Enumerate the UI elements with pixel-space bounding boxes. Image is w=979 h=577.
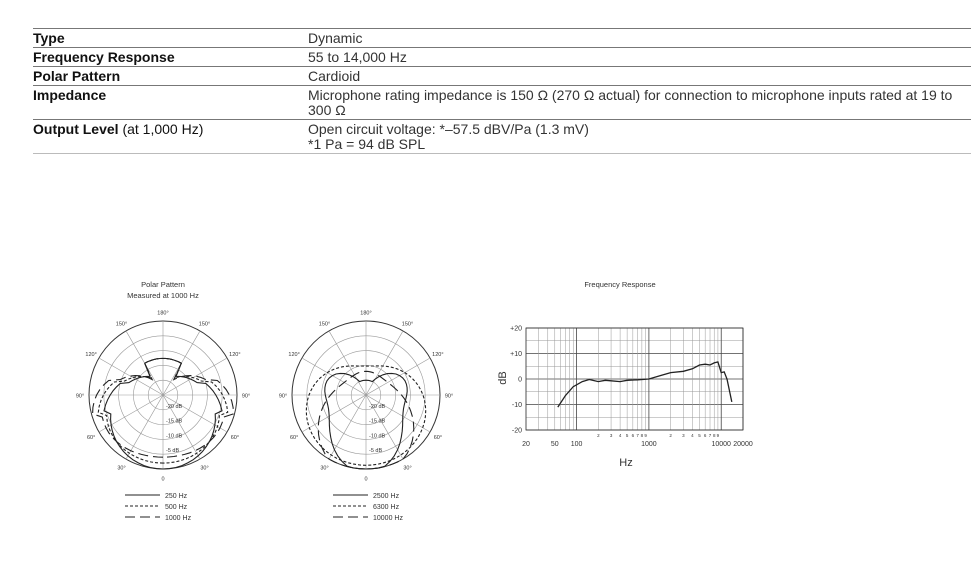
polar-angle-label: 90° xyxy=(241,393,251,400)
polar-angle-label: 120° xyxy=(85,352,97,358)
spec-key: Impedance xyxy=(33,87,107,103)
spec-key: Frequency Response xyxy=(33,49,175,65)
spec-value: Cardioid xyxy=(308,68,361,84)
x-minor-tick-label: 9 xyxy=(716,433,720,438)
spec-key-suffix: (at 1,000 Hz) xyxy=(122,121,204,137)
polar-ring-label: -10 dB xyxy=(369,433,386,440)
polar-angle-label: 150° xyxy=(198,321,211,328)
x-minor-tick-label: 3 xyxy=(609,433,613,438)
spec-value: 55 to 14,000 Hz xyxy=(308,49,407,65)
polar-grid xyxy=(279,311,453,483)
x-minor-tick-label: 5 xyxy=(698,433,701,438)
polar-ring-label: -15 dB xyxy=(166,418,183,425)
polar-legend xyxy=(125,493,192,522)
polar-angle-label: 0 xyxy=(161,476,165,483)
polar-angle-label: 150° xyxy=(401,321,414,328)
response-line xyxy=(558,362,732,407)
x-tick-label: 20 xyxy=(522,441,530,448)
polar-plot-left xyxy=(70,275,270,535)
polar-angle-label: 60° xyxy=(86,435,96,441)
x-minor-tick-label: 4 xyxy=(691,433,694,438)
spec-row-polar-pattern xyxy=(33,67,971,86)
polar-angle-label: 90° xyxy=(278,393,288,400)
x-minor-tick-label: 4 xyxy=(618,433,622,438)
x-minor-tick-label: 9 xyxy=(644,433,647,438)
polar-plot-right xyxy=(273,275,473,535)
polar-angle-label: 180° xyxy=(157,310,169,317)
spec-row-impedance xyxy=(33,86,971,120)
x-minor-tick-label: 2 xyxy=(597,433,600,438)
legend-label: 250 Hz xyxy=(165,493,188,500)
x-tick-label: 10000 xyxy=(711,441,731,448)
polar-ring-label: -20 dB xyxy=(369,403,386,410)
y-tick-label: -20 xyxy=(511,427,522,435)
polar-angle-label: 60° xyxy=(433,435,443,441)
x-minor-tick-label: 3 xyxy=(682,433,685,438)
x-axis-label: Hz xyxy=(619,457,633,469)
x-minor-tick-label: 6 xyxy=(631,433,635,438)
x-minor-tick-label: 7 xyxy=(708,433,712,438)
x-minor-tick-label: 6 xyxy=(703,433,707,438)
legend-label: 6300 Hz xyxy=(373,504,400,511)
y-tick-label: +20 xyxy=(510,325,522,333)
spec-value: Dynamic xyxy=(308,30,363,46)
x-tick-label: 20000 xyxy=(733,441,753,448)
polar-angle-label: 150° xyxy=(318,321,331,328)
polar-angle-label: 30° xyxy=(200,465,209,472)
spec-key: Type xyxy=(33,30,65,46)
polar-angle-label: 120° xyxy=(432,352,444,358)
polar-angle-label: 120° xyxy=(288,352,300,358)
polar-ring-label: -15 dB xyxy=(369,418,386,425)
chart-grid xyxy=(526,328,743,430)
spec-key: Polar Pattern xyxy=(33,68,121,84)
x-tick-label: 1000 xyxy=(641,441,657,448)
spec-value: Microphone rating impedance is 150 Ω (270 Ω actual) for connection to microphone inputs rated at 19 to 300 Ω xyxy=(308,87,953,118)
polar-title-line2: Measured at 1000 Hz xyxy=(127,291,199,300)
polar-angle-label: 30° xyxy=(320,465,329,472)
polar-grid xyxy=(76,311,250,483)
x-minor-tick-label: 7 xyxy=(636,433,639,438)
legend-label: 10000 Hz xyxy=(373,515,403,522)
spec-value: Open circuit voltage: *–57.5 dBV/Pa (1.3 mV) xyxy=(308,121,589,137)
polar-angle-label: 180° xyxy=(360,310,372,317)
polar-angle-label: 0 xyxy=(364,476,368,483)
frequency-response-chart xyxy=(480,270,770,480)
polar-angle-label: 60° xyxy=(230,435,240,441)
polar-angle-label: 60° xyxy=(289,435,299,441)
spec-table xyxy=(33,28,971,154)
y-tick-label: +10 xyxy=(510,351,522,358)
x-minor-tick-label: 8 xyxy=(640,433,644,438)
y-tick-label: -10 xyxy=(511,402,522,409)
spec-key-cell xyxy=(33,120,308,154)
y-tick-label: 0 xyxy=(518,376,522,384)
polar-angle-label: 30° xyxy=(117,465,126,472)
spec-row-type xyxy=(33,29,971,48)
polar-ring-label: -20 dB xyxy=(166,403,183,410)
chart-series xyxy=(558,362,732,407)
legend-label: 500 Hz xyxy=(165,504,188,511)
polar-ring-label: -5 dB xyxy=(369,448,383,455)
x-tick-label: 100 xyxy=(570,441,583,448)
polar-angle-label: 30° xyxy=(403,465,412,472)
polar-legend xyxy=(333,493,403,522)
chart-title: Frequency Response xyxy=(584,280,656,289)
spec-row-output-level xyxy=(33,120,971,154)
spec-key: Output Level xyxy=(33,121,119,137)
spec-row-frequency-response xyxy=(33,48,971,67)
polar-title-line1: Polar Pattern xyxy=(141,280,185,289)
x-minor-tick-label: 8 xyxy=(712,433,716,438)
polar-angle-label: 120° xyxy=(229,352,241,358)
spec-value-cell xyxy=(308,120,971,154)
x-minor-tick-label: 5 xyxy=(625,433,629,438)
polar-ring-label: -5 dB xyxy=(166,448,180,455)
spec-value-line2: *1 Pa = 94 dB SPL xyxy=(308,136,426,152)
polar-angle-label: 90° xyxy=(75,393,85,400)
x-tick-label: 50 xyxy=(550,441,559,448)
y-axis-label: dB xyxy=(497,371,509,385)
legend-label: 1000 Hz xyxy=(165,515,192,522)
legend-label: 2500 Hz xyxy=(373,493,400,500)
polar-angle-label: 150° xyxy=(115,321,128,328)
polar-angle-label: 90° xyxy=(444,393,454,400)
polar-ring-label: -10 dB xyxy=(166,433,183,440)
x-minor-tick-label: 2 xyxy=(669,433,672,438)
